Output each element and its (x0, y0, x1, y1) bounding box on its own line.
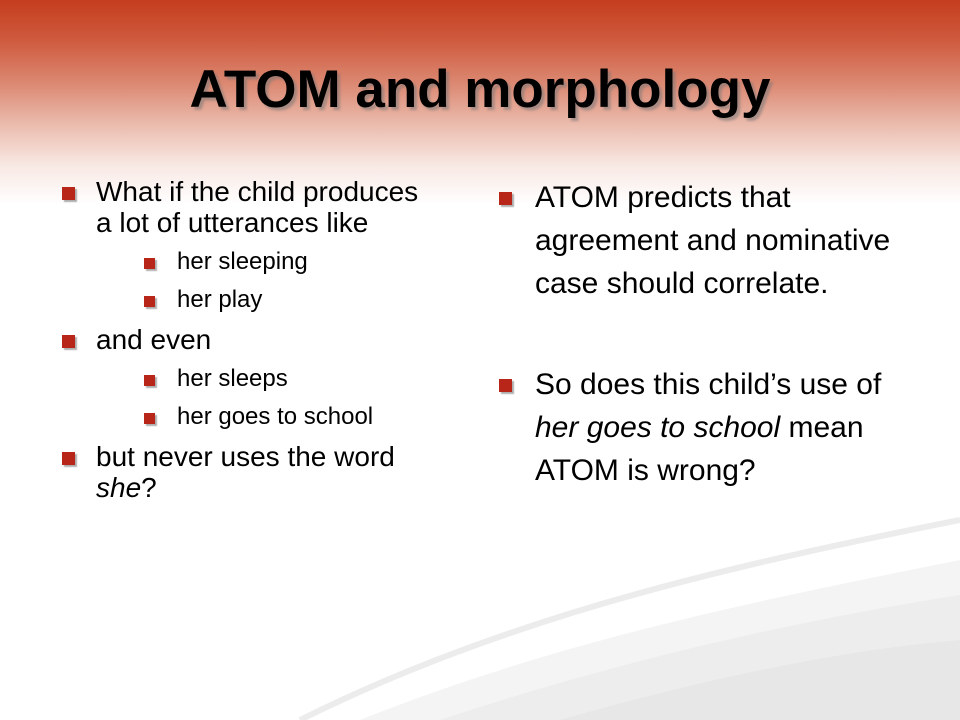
sub-list-item (144, 365, 420, 393)
sub-list-item (144, 248, 420, 276)
example-text: her play (177, 286, 263, 313)
square-bullet-icon (62, 335, 75, 348)
square-bullet-icon (62, 452, 75, 465)
square-bullet-icon (144, 375, 155, 386)
statement-italic-phrase: her goes to school (535, 411, 781, 444)
square-bullet-icon (144, 413, 155, 424)
list-item (60, 176, 420, 314)
example-text: her goes to school (177, 403, 374, 430)
statement-suffix: mean ATOM is wrong? (535, 411, 864, 487)
question-text: What if the child produces a lot of utterances like (96, 176, 419, 238)
question-suffix: ? (141, 472, 157, 503)
square-bullet-icon (144, 296, 155, 307)
list-item (60, 324, 420, 431)
left-bullet-list (60, 176, 420, 503)
list-item (497, 363, 897, 492)
question-text: and even (96, 324, 212, 355)
statement-text: ATOM predicts that agreement and nominative case should correlate. (535, 181, 891, 300)
square-bullet-icon (499, 379, 512, 392)
right-column (497, 176, 897, 492)
statement-prefix: So does this child’s use of (535, 368, 882, 401)
slide-title: ATOM and morphology (189, 60, 771, 119)
list-item (60, 441, 420, 503)
question-prefix: but never uses the word (96, 441, 395, 472)
left-column (60, 176, 420, 503)
sub-list-item (144, 286, 420, 314)
example-text: her sleeps (177, 365, 288, 392)
question-italic-word: she (96, 472, 142, 503)
square-bullet-icon (62, 187, 75, 200)
sub-list (96, 248, 420, 314)
square-bullet-icon (144, 258, 155, 269)
sub-list (96, 365, 420, 431)
statement-text (535, 368, 881, 487)
example-text: her sleeping (177, 248, 308, 275)
question-text (96, 441, 395, 503)
square-bullet-icon (499, 192, 512, 205)
sub-list-item (144, 403, 420, 431)
list-item (497, 176, 897, 305)
right-bullet-list (497, 176, 897, 492)
